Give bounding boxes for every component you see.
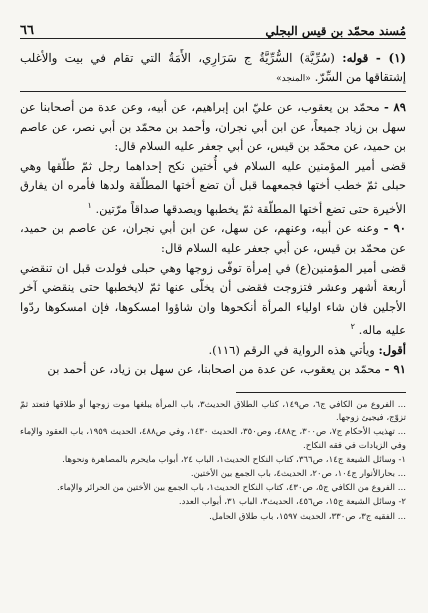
hadith-90-number: ٩٠ - — [383, 221, 406, 236]
hadith-91-isnad-text: محمّد بن يعقوب، عن عدة من اصحابنا، عن سهل بن زياد، عن أحمد بن — [47, 362, 381, 377]
footnote-line: ١- وسائل الشيعة ج١٤، ص٣٦٦، كتاب النكاح الحديث١، الباب ٢٤، أبواب مايحرم بالمصاهرة ونحوها. — [62, 454, 406, 465]
aqul-text: ويأتي هذه الرواية في الرقم (١١٦). — [208, 342, 375, 357]
note-lead: (١) - قوله: — [342, 51, 407, 65]
footnotes — [20, 399, 406, 524]
footnote-line: ... الفروع من الكافي ج٥، ص٤٣٠، كتاب النكاح الحديث١، باب الجمع بين الأختين من الحرائر والإماء. — [57, 483, 406, 494]
footnote-ref-1: ١ — [87, 200, 92, 210]
footnote-line: ... تهذيب الأحكام ج٧، ص٣٠٠، ح٤٨٨، وص٣٥٠، الحديث ١٤٣٠، وفي ص٤٨٨، الحديث ١٩٥٩، باب العقود والإماء وفي الزيادات في فقه النكاح. — [20, 427, 406, 451]
note-source: «المنجد» — [276, 74, 311, 84]
hadith-90-isnad-text: وعنه عن أبيه، وعنهم، عن سهل، عن ابن أبي نجران، عن عاصم بن حميد، عن محمّد بن قيس، عن أبي جعفر عليه السلام قال: — [20, 221, 406, 256]
book-title: مُسند محمّد بن قيس البجلي — [265, 24, 406, 38]
aqul-note — [20, 341, 406, 361]
hadith-90-isnad — [20, 219, 406, 258]
footnote-line: ٢- وسائل الشيعة ج١٥، ص٤٥٦، الحديث٣، الباب ٣١، أبواب العدد. — [178, 497, 406, 508]
definition-note — [20, 43, 406, 92]
hadith-91-number: ٩١ - — [384, 362, 406, 377]
hadith-89-matn-text: قضى أمير المؤمنين عليه السلام في أُختين نكح إحداهما رجل ثمّ طلّقها وهي حبلى ثمّ خطب أختها فجمعهما قبل أن تضع أختها المطلّقة ولدها فأمره ان يفارق الأخيرة حتى تضع أختها المطلّقة ثمّ يخطبها ويصدقها صداقاً مرّتين. — [20, 158, 406, 216]
footnote-line: ... بحارالأنوار ج١٠٤، ص٢٠، الحديث٤، باب الجمع بين الأختين. — [190, 469, 406, 480]
hadith-91-isnad — [20, 360, 406, 380]
aqul-label: أقول: — [378, 342, 406, 357]
hadith-90-matn — [20, 259, 406, 341]
hadith-89-isnad-text: محمّد بن يعقوب، عن عليّ ابن إبراهيم، عن أبيه، وعن عدة من أصحابنا عن سهل بن زياد جميعاً، عن ابن أبي نجران، وأحمد بن محمّد بن أبي نصر، عن عاصم بن حميد، عن محمّد بن قيس، عن أبي جعفر عليه السلام قال: — [20, 100, 406, 154]
hadith-89-isnad — [20, 98, 406, 157]
hadith-89-number: ٨٩ - — [384, 100, 406, 114]
footnote-line: ... الفقيه ج٣، ص٣٣٠، الحديث ١٥٩٧، باب طلاق الحامل. — [209, 511, 406, 522]
footnote-ref-2: ٢ — [350, 322, 355, 332]
note-text: (سُرِّيَّة) السُّرِّيَّةُ ج سَرَارِي، الأَمَةُ التي تقام في بيت والأغلب إشتقاقها من السِّرّ. — [20, 51, 406, 84]
page-header — [20, 0, 406, 39]
footnote-divider — [236, 392, 406, 393]
hadith-89-matn — [20, 157, 406, 220]
footnote-line: ... الفروع من الكافي ج٦، ص١٤٩، كتاب الطلاق الحديث٣، باب المرأة يبلغها موت زوجها أو طلاقها فتعتد ثمّ تزوّج، فيجيئ زوجها. — [20, 400, 406, 424]
hadith-90-matn-text: قضى أمير المؤمنين(ع) في إمرأة توفّى زوجها وهي حبلى فولدت قبل ان تنقضي أربعة أشهر وعشر فتزوجت فقضى أن يخلّى عنها ثمّ لايخطبها حتى ينقضي آخر الأجلين فان شاء اولياء المرأة أنكحوها وان شاؤوا امسكوها، فإن امسكوها ردّوا عليه ماله. — [20, 260, 406, 338]
main-text — [20, 98, 406, 380]
page-number: ٦٦ — [20, 23, 34, 38]
